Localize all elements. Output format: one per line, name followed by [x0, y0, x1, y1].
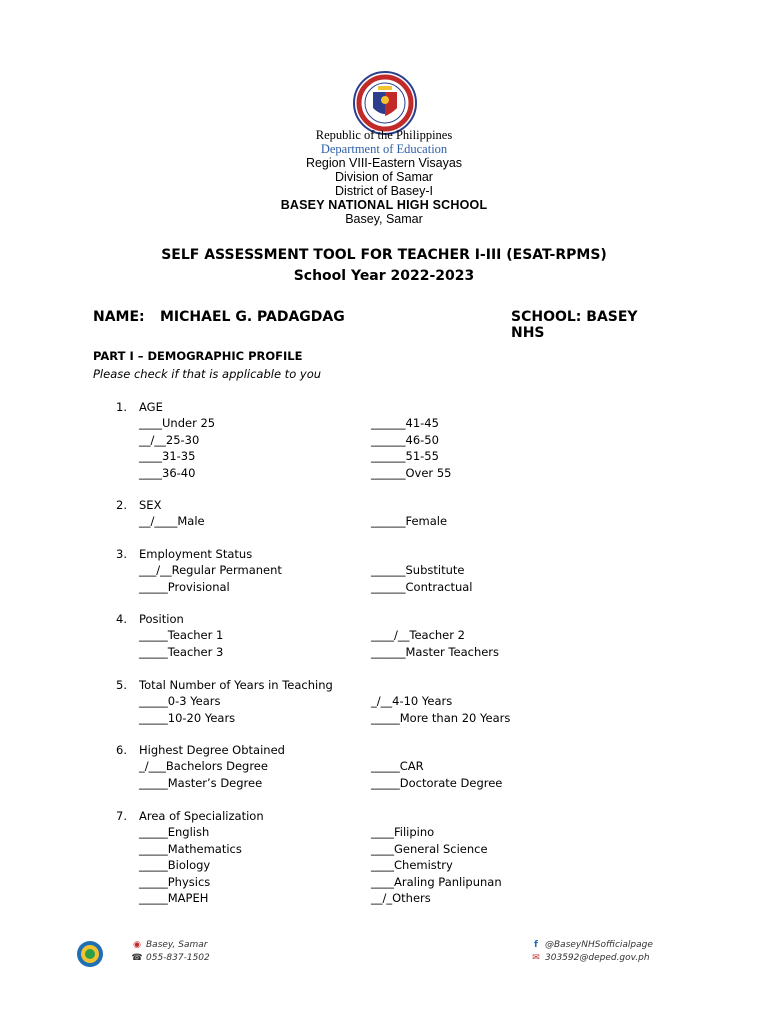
option-item: _/__4-10 Years	[371, 694, 453, 709]
option-item: _____Biology	[139, 858, 211, 873]
part-instruction: Please check if that is applicable to you	[93, 367, 322, 381]
option-item: _____Doctorate Degree	[371, 775, 503, 790]
option-item: _____More than 20 Years	[371, 710, 511, 725]
location-pin-icon: ◉	[133, 940, 141, 950]
region-name: Region VIII-Eastern Visayas	[305, 156, 463, 170]
question-number: 1.	[116, 400, 127, 414]
option-item: ____36-40	[139, 465, 196, 480]
question-label: Highest Degree Obtained	[139, 743, 285, 757]
question-number: 2.	[116, 498, 127, 512]
part-heading: PART I – DEMOGRAPHIC PROFILE	[93, 349, 303, 363]
option-item: ______Substitute	[371, 563, 465, 578]
document-title	[0, 245, 768, 287]
option-item: ______Contractual	[371, 579, 473, 594]
question-label: AGE	[139, 400, 163, 414]
question-label: Total Number of Years in Teaching	[139, 678, 333, 692]
respondent-info	[93, 309, 673, 341]
option-item: _____CAR	[371, 759, 424, 774]
question-number: 5.	[116, 678, 127, 692]
district-name: District of Basey-I	[335, 184, 433, 198]
footer-phone: 055-837-1502	[146, 953, 210, 963]
option-item: _____MAPEH	[139, 891, 209, 905]
phone-icon: ☎	[131, 953, 143, 963]
option-item: _____Master’s Degree	[139, 775, 263, 790]
question-label: SEX	[139, 498, 162, 512]
option-item: ___/__Regular Permanent	[139, 563, 282, 578]
option-item: _____English	[139, 825, 210, 840]
name-label: NAME:	[93, 309, 145, 325]
school-field: SCHOOL: BASEY NHS	[511, 309, 638, 341]
option-item: ____Filipino	[371, 825, 435, 840]
deped-seal-icon	[352, 70, 418, 136]
option-item: _____0-3 Years	[139, 694, 221, 709]
school-logo-icon	[76, 940, 104, 968]
option-item: _____Teacher 1	[139, 628, 224, 643]
option-item: _____Physics	[139, 874, 211, 889]
option-item: ____Araling Panlipunan	[371, 874, 502, 889]
question-label: Employment Status	[139, 547, 253, 561]
option-item: ______46-50	[371, 432, 439, 447]
option-item: ______Female	[371, 514, 448, 529]
department-name: Department of Education	[320, 142, 448, 156]
option-item: ______Master Teachers	[371, 644, 500, 659]
page-footer	[0, 935, 768, 975]
division-name: Division of Samar	[335, 170, 433, 184]
option-item: _____10-20 Years	[139, 710, 236, 725]
question-label: Area of Specialization	[139, 809, 264, 823]
option-item: ____General Science	[371, 841, 488, 856]
name-value: MICHAEL G. PADAGDAG	[160, 309, 345, 325]
country-name: Republic of the Philippines	[315, 128, 453, 142]
option-item: ____31-35	[139, 449, 196, 464]
option-item: ____Chemistry	[371, 858, 453, 873]
option-item: __/_Others	[371, 891, 431, 905]
option-item: ______Over 55	[371, 465, 452, 480]
question-number: 7.	[116, 809, 127, 823]
question-number: 4.	[116, 612, 127, 626]
mail-icon: ✉	[532, 953, 540, 963]
option-item: ____/__Teacher 2	[371, 628, 465, 643]
option-item: _/___Bachelors Degree	[139, 759, 268, 774]
option-item: ______41-45	[371, 416, 439, 431]
footer-facebook[interactable]: @BaseyNHSofficialpage	[545, 940, 653, 950]
school-name: BASEY NATIONAL HIGH SCHOOL	[280, 198, 488, 212]
question-number: 6.	[116, 743, 127, 757]
option-item: __/____Male	[139, 514, 205, 529]
option-item: ____Under 25	[139, 416, 216, 431]
facebook-icon: f	[534, 940, 538, 950]
footer-address: Basey, Samar	[146, 940, 208, 950]
letterhead	[0, 128, 768, 226]
footer-email[interactable]: 303592@deped.gov.ph	[545, 953, 650, 963]
title-line-1: SELF ASSESSMENT TOOL FOR TEACHER I-III (ESAT-RPMS)	[161, 247, 607, 263]
option-item: _____Teacher 3	[139, 644, 224, 659]
question-label: Position	[139, 612, 184, 626]
title-line-2: School Year 2022-2023	[293, 268, 475, 284]
option-item: __/__25-30	[139, 432, 200, 447]
school-location: Basey, Samar	[345, 212, 423, 226]
option-item: _____Provisional	[139, 579, 230, 594]
question-number: 3.	[116, 547, 127, 561]
option-item: _____Mathematics	[139, 841, 242, 856]
option-item: ______51-55	[371, 449, 439, 464]
